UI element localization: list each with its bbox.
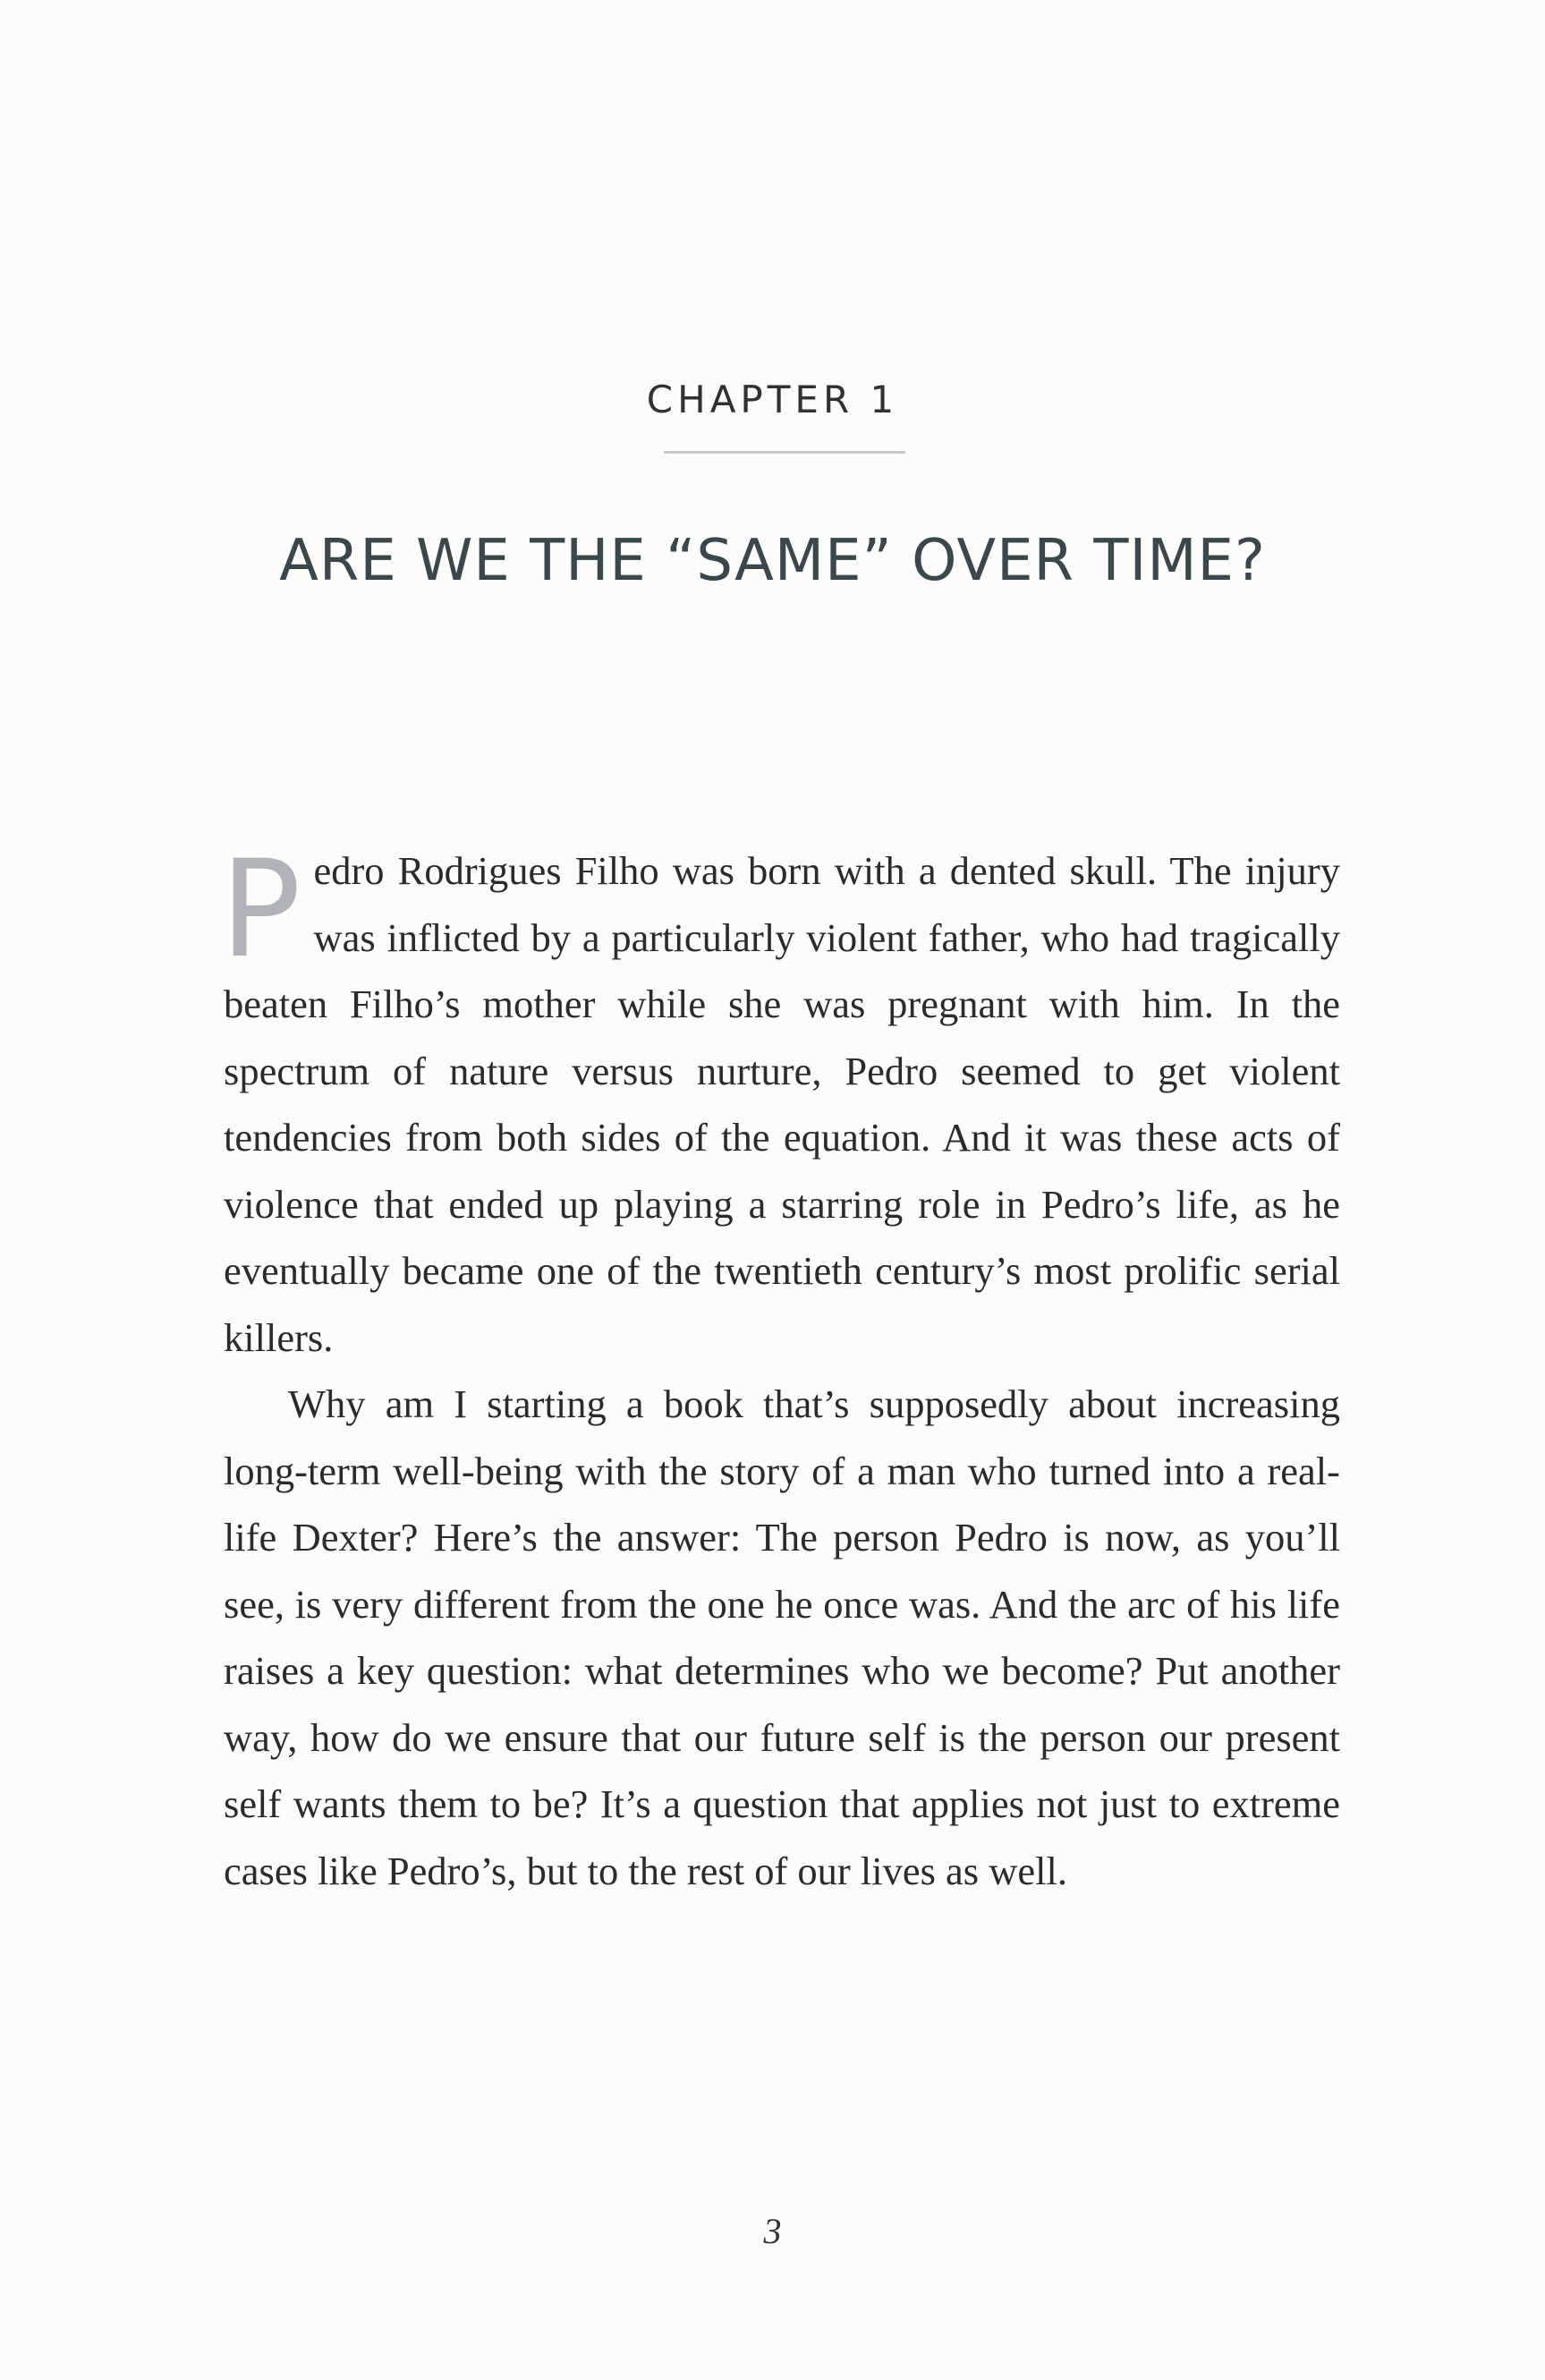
chapter-title: ARE WE THE “SAME” OVER TIME? <box>279 528 1266 594</box>
chapter-body <box>220 832 1340 1904</box>
drop-cap: P <box>220 832 301 988</box>
page-number: 3 <box>763 2211 782 2251</box>
chapter-divider <box>664 451 905 454</box>
chapter-label: CHAPTER 1 <box>646 378 899 421</box>
paragraph-1-text: edro Rodrigues Filho was born with a dented skull. The injury was inflicted by a particularly violent father, who had tragically beaten Filho’s mother while she was pregnant with him. In the spectrum of nature versus nurture, Pedro seemed to get violent tendencies from both sides of the equation. And it was these acts of violence that ended up playing a starring role in Pedro’s life, as he eventually became one of the twentieth century’s most prolific serial killers. <box>224 848 1340 1360</box>
paragraph-1 <box>220 832 1340 1371</box>
paragraph-2: Why am I starting a book that’s supposedly about increasing long-term well-being with the story of a man who turned into a real-life Dexter? Here’s the answer: The person Pedro is now, as you’ll see, is very different from the one he once was. And the arc of his life raises a key question: what determines who we become? Put another way, how do we ensure that our future self is the person our present self wants them to be? It’s a question that applies not just to extreme cases like Pedro’s, but to the rest of our lives as well. <box>224 1381 1340 1893</box>
